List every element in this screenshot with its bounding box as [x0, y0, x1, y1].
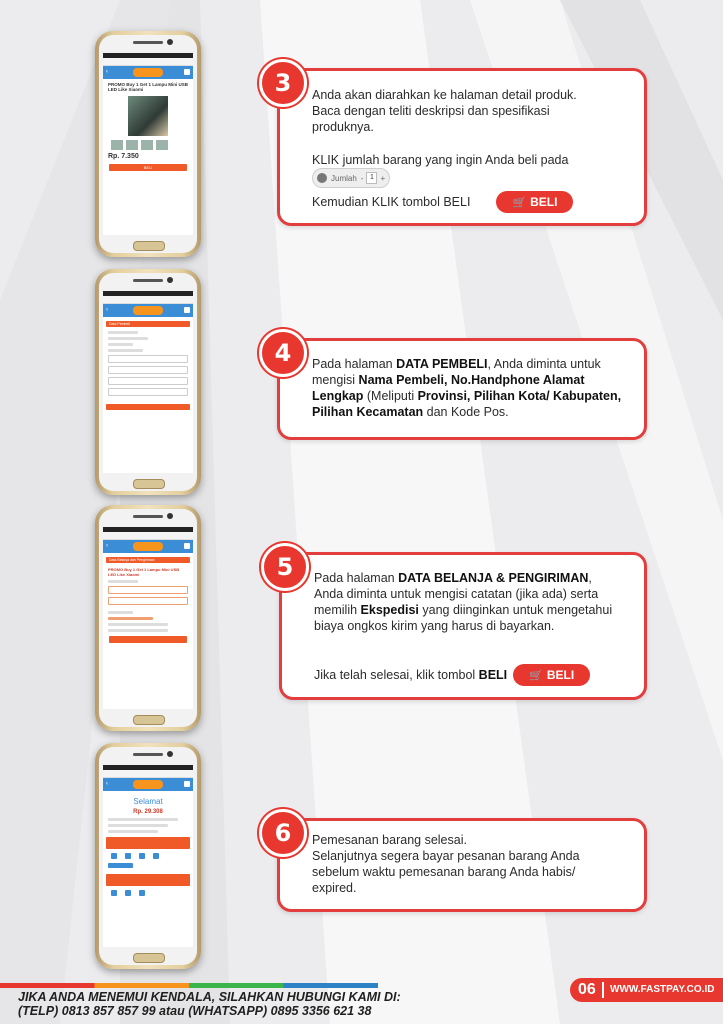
quantity-value: 1	[366, 172, 377, 184]
body-text: yang diinginkan untuk mengetahui biaya ongkos kirim yang harus di bayarkan.	[314, 603, 613, 633]
step-5-final-text: Jika telah selesai, klik tombol	[314, 668, 476, 682]
emphasis-text: DATA PEMBELI	[396, 357, 488, 371]
body-text: , Anda diminta untuk mengisi catatan (jika ada) serta memilih	[314, 571, 599, 617]
body-text: Pada halaman	[314, 571, 399, 585]
phone-mockup-product-detail	[95, 31, 201, 257]
product-image	[128, 96, 168, 136]
beli-button	[496, 191, 573, 213]
emphasis-text: Nama Pembeli, No.Handphone Alamat Lengkap	[312, 373, 585, 403]
step-5-card	[279, 552, 647, 700]
total-amount: Rp. 29.308	[133, 809, 163, 815]
product-title: PROMO Buy 1 Get 1 Lampu Mini USB LED Like Xiaomi	[108, 82, 189, 92]
page-number: 06	[578, 981, 596, 998]
fastpay-logo	[133, 68, 163, 77]
emphasis-text: DATA BELANJA & PENGIRIMAN	[398, 571, 589, 585]
cart-icon: 🛒	[512, 197, 527, 209]
section-header: Data Belanja dan Pengiriman	[106, 557, 190, 563]
beli-label: BELI	[546, 668, 575, 682]
website-link: WWW.FASTPAY.CO.ID	[610, 984, 715, 995]
body-text: dan Kode Pos.	[423, 405, 509, 419]
product-icon	[317, 173, 327, 183]
step-3-line: produknya.	[312, 120, 374, 134]
body-text: , Anda diminta untuk mengisi	[312, 357, 601, 387]
step-4-card	[277, 338, 647, 440]
cart-icon	[184, 69, 190, 75]
footer-contact	[18, 990, 401, 1018]
divider	[602, 982, 604, 998]
step-number-badge: 5	[261, 543, 309, 591]
step-4-text	[312, 356, 632, 420]
step-6-line: Pemesanan barang selesai.	[312, 833, 467, 847]
buy-button: BELI	[109, 164, 187, 171]
step-number-badge: 3	[259, 59, 307, 107]
step-3-card	[277, 68, 647, 226]
phone-screen: ‹ PROMO Buy 1 Get 1 Lampu Mini USB LED Like Xiaomi Rp. 7.350 BELI	[103, 53, 193, 235]
step-6-line: Selanjutnya segera bayar pesanan barang Anda	[312, 849, 580, 863]
step-5-text	[314, 570, 614, 634]
step-number-badge: 4	[259, 329, 307, 377]
quantity-minus: -	[360, 173, 364, 183]
step-6-line: sebelum waktu pemesanan barang Anda habis/	[312, 865, 576, 879]
step-number-badge: 6	[259, 809, 307, 857]
phone-screen: ‹ Data Pembeli	[103, 291, 193, 473]
cart-icon: 🛒	[529, 670, 543, 682]
emphasis-text: Ekspedisi	[360, 603, 419, 617]
footer-color-stripe	[0, 983, 378, 988]
home-button	[133, 241, 165, 251]
phone-mockup-buyer-data	[95, 269, 201, 495]
body-text: Pada halaman	[312, 357, 397, 371]
success-title: Selamat	[133, 797, 163, 806]
footer-line-1: JIKA ANDA MENEMUI KENDALA, SILAHKAN HUBUNGI KAMI DI:	[18, 990, 401, 1004]
speaker	[133, 41, 163, 44]
step-5-final-bold: BELI	[478, 668, 508, 682]
step-3-line: Anda akan diarahkan ke halaman detail produk.	[312, 88, 577, 102]
quantity-plus: +	[380, 173, 386, 183]
quantity-widget	[312, 168, 390, 188]
section-header: Data Pembeli	[106, 321, 190, 327]
step-6-card	[277, 818, 647, 912]
footer-line-2: (TELP) 0813 857 857 99 atau (WHATSAPP) 0895 3356 621 38	[18, 1004, 372, 1018]
beli-label: BELI	[530, 195, 558, 209]
phone-mockup-order-complete	[95, 743, 201, 969]
quantity-label: Jumlah	[331, 173, 357, 183]
emphasis-text: Provinsi, Pilihan Kota/ Kabupaten, Pilihan Kecamatan	[312, 389, 622, 419]
step-6-line: expired.	[312, 881, 357, 895]
step-3-line: Baca dengan teliti deskripsi dan spesifikasi	[312, 104, 550, 118]
footer-page-pill	[570, 978, 723, 1002]
beli-button	[513, 664, 590, 686]
phone-mockup-shipping-data	[95, 505, 201, 731]
product-price: Rp. 7.350	[108, 153, 139, 160]
phone-screen: ‹ Data Belanja dan Pengiriman PROMO Buy 1 Get 1 Lampu Mini USB LED Like Xiaomi	[103, 527, 193, 709]
body-text: (Meliputi	[363, 389, 418, 403]
step-3-after-text: Kemudian KLIK tombol BELI	[312, 195, 471, 209]
step-3-instruction: KLIK jumlah barang yang ingin Anda beli pada	[312, 153, 569, 167]
product-title: PROMO Buy 1 Get 1 Lampu Mini USB LED Like Xiaomi	[108, 567, 180, 577]
phone-screen: ‹ Selamat Rp. 29.308	[103, 765, 193, 947]
camera	[167, 39, 173, 45]
